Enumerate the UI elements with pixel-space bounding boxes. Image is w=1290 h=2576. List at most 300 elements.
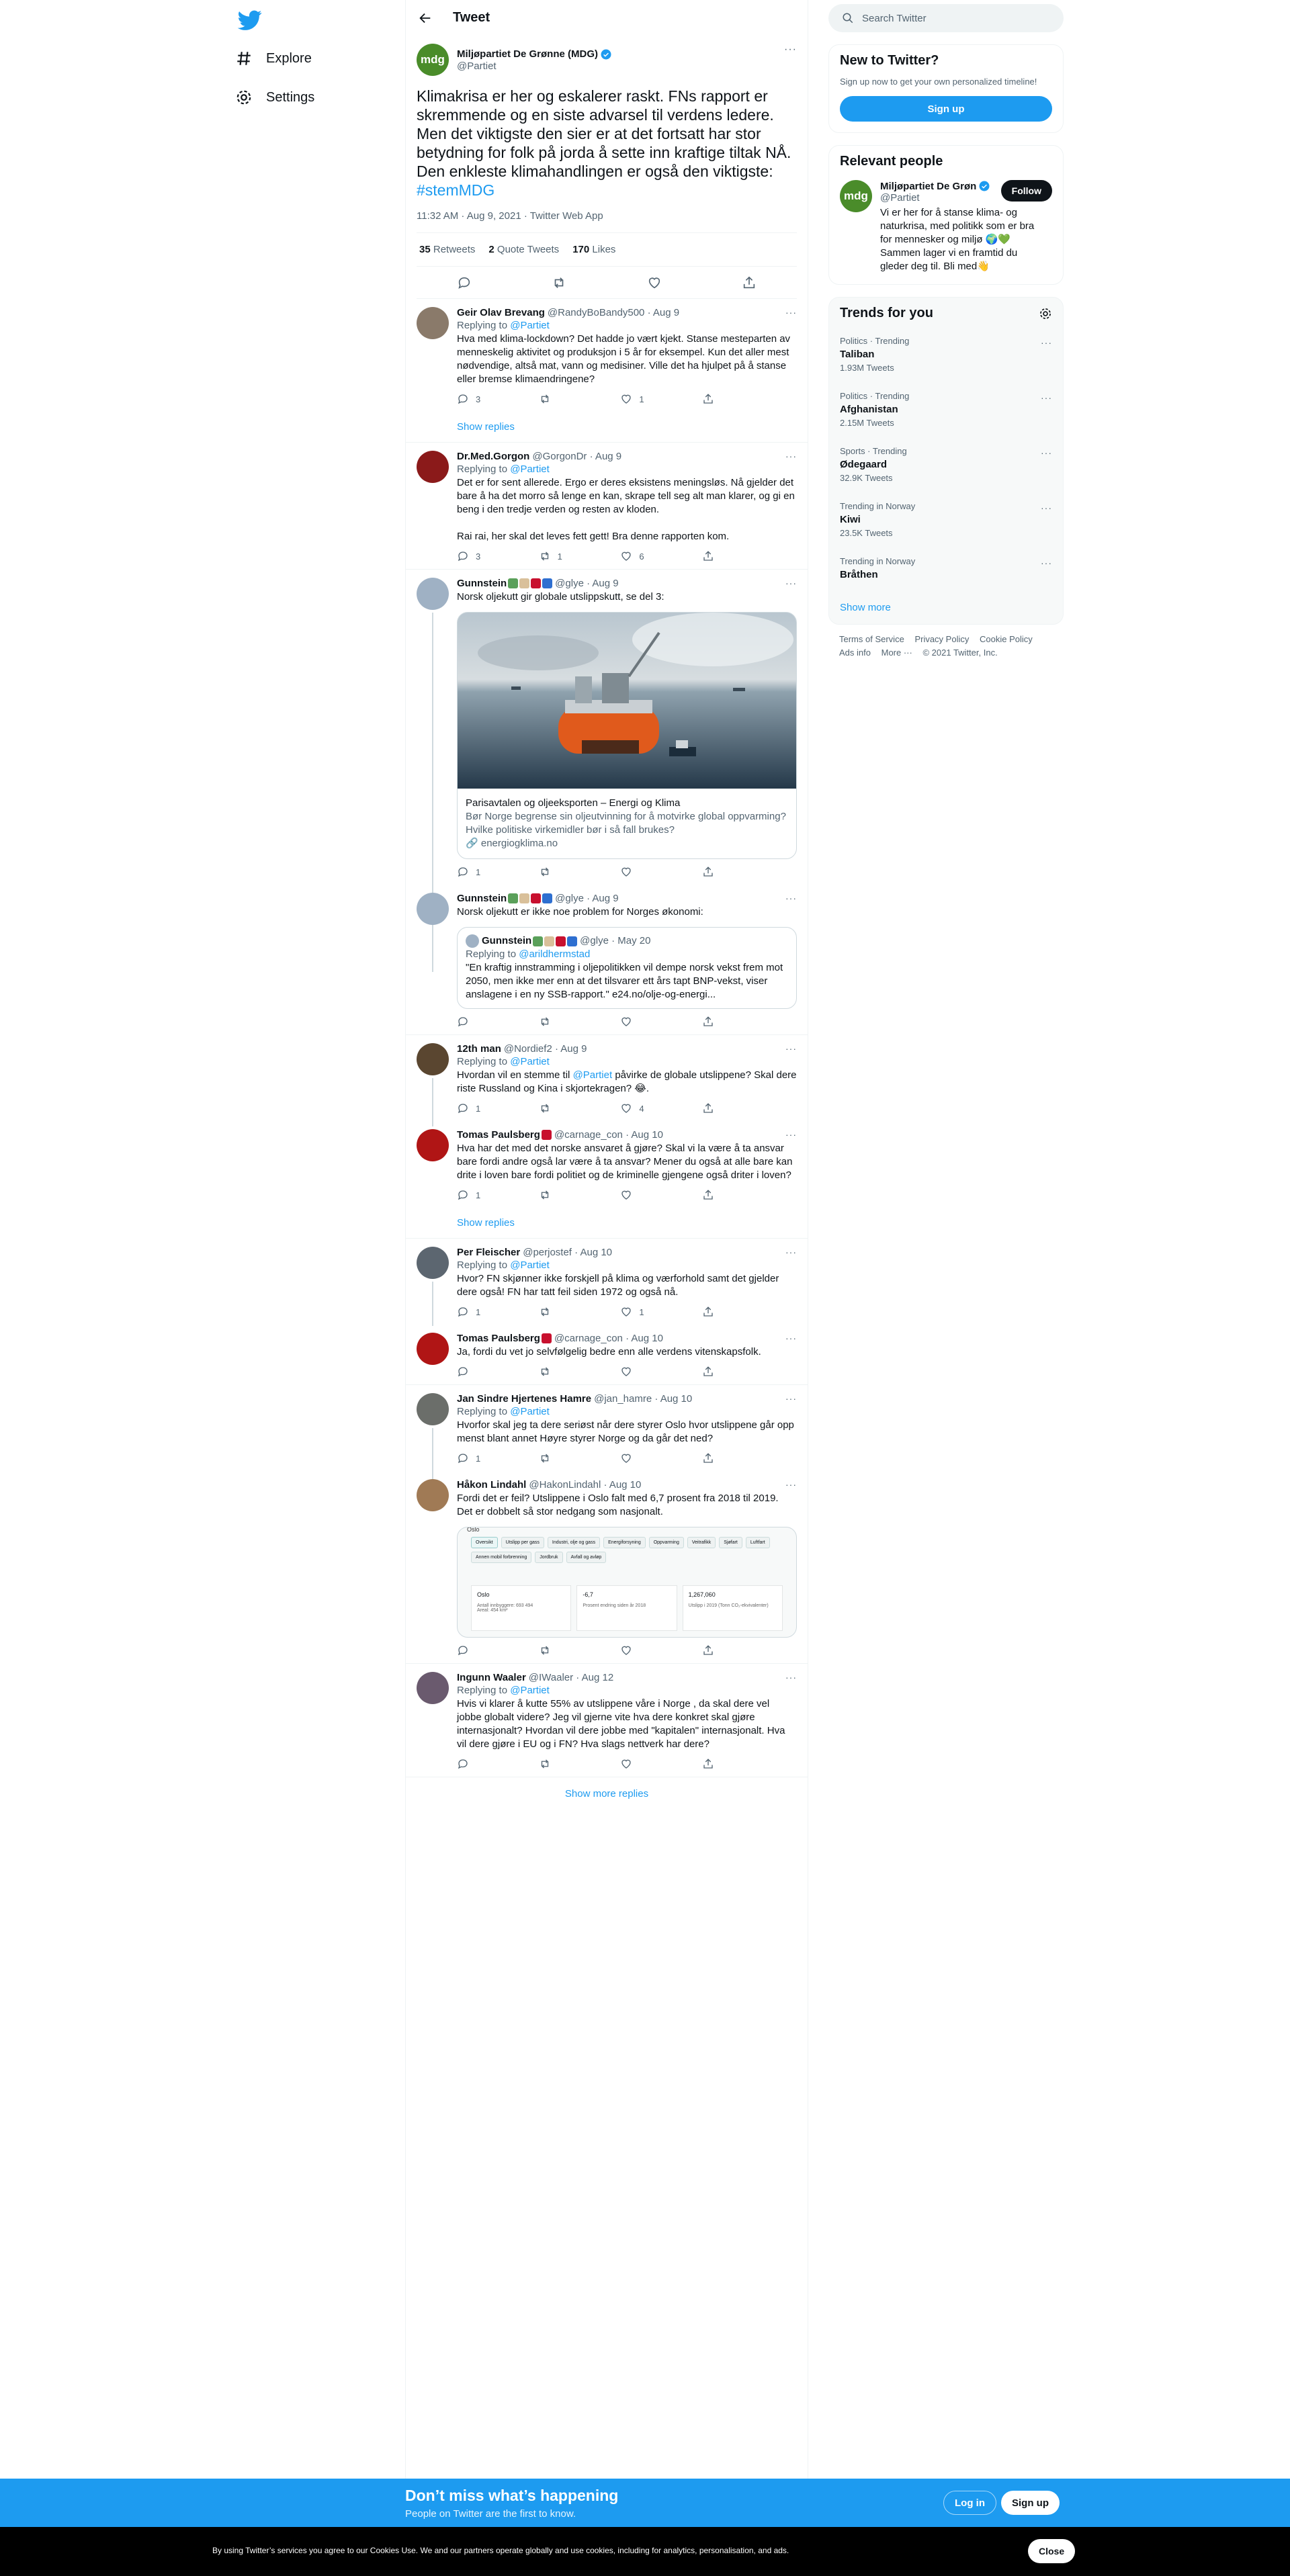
image-stat-box xyxy=(683,1585,783,1631)
retweet-icon xyxy=(539,550,551,562)
reply-icon xyxy=(457,1102,469,1114)
like-button[interactable] xyxy=(620,1366,660,1378)
reply-count: 1 xyxy=(476,1103,481,1114)
footer-link[interactable]: More ··· xyxy=(881,648,912,658)
like-icon xyxy=(620,393,632,405)
share-button[interactable] xyxy=(702,1452,742,1464)
reply-author-handle[interactable]: @glye · Aug 9 xyxy=(555,893,619,904)
link-card-title: Parisavtalen og oljeeksporten – Energi og Klima xyxy=(466,797,681,809)
nav-settings-label: Settings xyxy=(266,89,315,105)
replying-to xyxy=(457,1056,797,1067)
image-stat-label: -6,7 xyxy=(583,1591,593,1598)
reply-button[interactable] xyxy=(457,1644,497,1656)
eu-flag-icon xyxy=(542,578,552,588)
trend-context: Sports · Trending xyxy=(840,446,907,456)
mention-link[interactable]: @Partiet xyxy=(510,320,550,331)
footer-link[interactable]: Cookie Policy xyxy=(979,634,1033,644)
more-options-icon[interactable]: ··· xyxy=(785,893,797,903)
avatar[interactable] xyxy=(417,578,449,610)
retweets-label: Retweets xyxy=(433,244,476,255)
trend-name: Ødegaard xyxy=(840,459,888,470)
retweet-count: 1 xyxy=(557,551,562,562)
trends-title xyxy=(829,298,1063,329)
reply-icon[interactable] xyxy=(457,275,472,290)
like-button[interactable] xyxy=(620,1452,660,1464)
gear-icon xyxy=(235,89,253,106)
avatar[interactable] xyxy=(417,307,449,339)
reply-button[interactable] xyxy=(457,1366,497,1378)
trend-count: 1.93M Tweets xyxy=(840,363,894,373)
retweet-button[interactable] xyxy=(539,1452,579,1464)
show-more-trends-link[interactable]: Show more xyxy=(840,602,891,613)
globe-emoji-icon xyxy=(508,578,518,588)
share-icon[interactable] xyxy=(742,275,757,290)
more-options-icon[interactable]: ··· xyxy=(785,307,797,318)
globe-emoji-icon xyxy=(508,893,518,903)
relevant-people-title: Relevant people xyxy=(840,154,943,169)
more-options-icon[interactable]: ··· xyxy=(784,44,797,55)
norway-flag-icon xyxy=(556,936,566,946)
norway-flag-icon xyxy=(542,1333,552,1343)
reply-author-name[interactable]: Tomas Paulsberg xyxy=(457,1129,540,1141)
more-options-icon[interactable]: ··· xyxy=(785,578,797,588)
oil-platform-illustration xyxy=(458,613,796,789)
avatar-text: mdg xyxy=(421,53,445,66)
share-icon xyxy=(702,1366,714,1378)
cookie-banner xyxy=(0,2527,1290,2576)
retweet-button[interactable] xyxy=(539,1644,579,1656)
show-replies-link[interactable]: Show replies xyxy=(406,1208,808,1239)
reply-author-handle[interactable]: @glye · Aug 9 xyxy=(555,578,619,589)
share-button[interactable] xyxy=(702,1016,742,1028)
more-options-icon[interactable]: ··· xyxy=(785,1479,797,1490)
quote-text: "En kraftig innstramming i oljepolitikken vil dempe norsk vekst frem mot 2050, men ikke mer enn at det tilsvarer ett års tapt BNP-vekst, viser anslagene i en ny SSB-rapport." e24.no/olje-og-energi... xyxy=(466,962,783,1000)
mention-link[interactable]: @Partiet xyxy=(510,1685,550,1696)
like-button[interactable] xyxy=(620,1189,660,1201)
image-tab: Veitrafikk xyxy=(687,1537,716,1548)
more-options-icon[interactable]: ··· xyxy=(785,1333,797,1343)
share-button[interactable] xyxy=(702,1189,742,1201)
reply-icon xyxy=(457,1452,469,1464)
reply-button[interactable] xyxy=(457,866,497,878)
retweet-button[interactable] xyxy=(539,866,579,878)
share-button[interactable] xyxy=(702,393,742,405)
share-button[interactable] xyxy=(702,1102,742,1114)
image-tab: Annen mobil forbrenning xyxy=(471,1552,531,1563)
gear-icon[interactable] xyxy=(1039,307,1052,320)
show-more-replies-link[interactable]: Show more replies xyxy=(406,1777,808,1810)
image-stat-label: 1,267,060 xyxy=(688,1591,716,1598)
link-preview-card[interactable] xyxy=(457,612,797,859)
trend-item[interactable] xyxy=(829,329,1063,384)
reply-button[interactable] xyxy=(457,1016,497,1028)
share-button[interactable] xyxy=(702,1306,742,1318)
more-options-icon[interactable]: ··· xyxy=(785,1393,797,1404)
image-tab: Energiforsyning xyxy=(603,1537,646,1548)
show-replies-link[interactable]: Show replies xyxy=(406,412,808,443)
retweet-icon xyxy=(539,1016,551,1028)
reply-author-handle[interactable]: @carnage_con · Aug 10 xyxy=(554,1333,663,1344)
reply-tweet[interactable] xyxy=(406,443,808,570)
reply-icon xyxy=(457,866,469,878)
image-stat-label: Oslo xyxy=(477,1591,490,1598)
retweet-button[interactable] xyxy=(539,1758,579,1770)
trends-panel xyxy=(828,297,1064,625)
retweet-icon xyxy=(539,866,551,878)
mention-link[interactable]: @Partiet xyxy=(510,1056,550,1067)
trend-name: Kiwi xyxy=(840,514,861,525)
nav-explore[interactable] xyxy=(235,42,312,75)
retweet-icon xyxy=(539,1758,551,1770)
quotes-label: Quote Tweets xyxy=(497,244,560,255)
reply-count: 3 xyxy=(476,394,481,404)
cyclist-emoji-icon xyxy=(519,893,529,903)
replying-prefix: Replying to xyxy=(457,1056,508,1067)
replying-prefix: Replying to xyxy=(457,463,508,475)
retweet-icon xyxy=(539,1306,551,1318)
link-card-domain xyxy=(466,837,788,850)
trend-context: Trending in Norway xyxy=(840,501,916,511)
quote-author-handle: @glye · May 20 xyxy=(580,935,651,946)
avatar[interactable] xyxy=(417,1672,449,1704)
signup-button[interactable]: Sign up xyxy=(1001,2491,1060,2515)
likes-count: 170 xyxy=(572,244,590,255)
more-options-icon[interactable]: ··· xyxy=(1041,392,1052,403)
reply-button[interactable] xyxy=(457,1102,497,1114)
reply-text: Hvorfor skal jeg ta dere seriøst når dere styrer Oslo hvor utslippene går opp menst blant annet Høyre styrer Norge og da går det ned? xyxy=(457,1419,794,1444)
share-button[interactable] xyxy=(702,866,742,878)
share-button[interactable] xyxy=(702,1644,742,1656)
footer-link[interactable]: Privacy Policy xyxy=(914,634,970,644)
reply-actions xyxy=(457,393,742,405)
like-icon xyxy=(620,1189,632,1201)
retweets-stat[interactable] xyxy=(419,244,475,255)
eu-flag-icon xyxy=(542,893,552,903)
replying-to xyxy=(457,320,797,331)
new-to-twitter-title: New to Twitter? xyxy=(840,53,939,68)
image-stat-row xyxy=(471,1585,783,1631)
like-button[interactable] xyxy=(620,1306,660,1318)
image-stat-sub: Antall innbyggere: 693 494 Areal: 454 km² xyxy=(477,1603,533,1613)
image-tab-row xyxy=(471,1537,783,1563)
signup-banner-subtitle: People on Twitter are the first to know. xyxy=(405,2508,576,2520)
back-arrow-icon[interactable] xyxy=(418,11,433,26)
relevant-person-name[interactable]: Miljøpartiet De Grøn xyxy=(880,180,977,192)
replying-prefix: Replying to xyxy=(466,948,517,960)
like-icon[interactable] xyxy=(647,275,662,290)
trend-item[interactable] xyxy=(829,439,1063,494)
reply-icon xyxy=(457,1758,469,1770)
share-icon xyxy=(702,1306,714,1318)
replying-prefix: Replying to xyxy=(457,320,508,331)
verified-badge-icon xyxy=(600,48,612,60)
reply-author-handle[interactable]: @IWaaler · Aug 12 xyxy=(528,1672,614,1683)
more-options-icon[interactable]: ··· xyxy=(785,1129,797,1140)
avatar[interactable] xyxy=(417,1333,449,1365)
signup-banner-title: Don’t miss what’s happening xyxy=(405,2487,619,2504)
image-tab: Utslipp per gass xyxy=(501,1537,544,1548)
trend-count: 2.15M Tweets xyxy=(840,418,894,428)
replying-to xyxy=(457,1406,797,1417)
tweet-timestamp[interactable]: 11:32 AM · Aug 9, 2021 · Twitter Web App xyxy=(417,210,797,233)
more-options-icon[interactable]: ··· xyxy=(1041,558,1052,568)
like-button[interactable] xyxy=(620,1102,660,1114)
reply-tweet[interactable] xyxy=(406,1035,808,1121)
more-options-icon[interactable]: ··· xyxy=(1041,337,1052,348)
avatar[interactable] xyxy=(417,893,449,925)
mention-link[interactable]: @Partiet xyxy=(510,463,550,475)
reply-text: Hvor? FN skjønner ikke forskjell på klima og værforhold samt det gjelder dere også! FN har tatt feil siden 1972 og også nå. xyxy=(457,1273,779,1298)
retweets-count: 35 xyxy=(419,244,431,255)
trend-name: Bråthen xyxy=(840,569,878,580)
reply-author-handle[interactable]: @carnage_con · Aug 10 xyxy=(554,1129,663,1141)
retweet-button[interactable] xyxy=(539,1189,579,1201)
footer-link[interactable]: Terms of Service xyxy=(839,634,904,644)
link-icon: 🔗 xyxy=(466,838,478,849)
reply-author-name[interactable]: Geir Olav Brevang xyxy=(457,307,545,318)
image-stat-box xyxy=(471,1585,571,1631)
hashtag-link[interactable]: #stemMDG xyxy=(417,181,495,199)
avatar[interactable] xyxy=(840,180,872,212)
tweet-header xyxy=(406,0,808,36)
reply-icon xyxy=(457,393,469,405)
reply-tweet[interactable] xyxy=(406,1385,808,1471)
reply-icon xyxy=(457,1016,469,1028)
reply-text: Ja, fordi du vet jo selvfølgelig bedre enn alle verdens vitenskapsfolk. xyxy=(457,1346,761,1358)
share-icon xyxy=(702,1452,714,1464)
quote-author-name: Gunnstein xyxy=(482,935,532,946)
mention-link[interactable]: @Partiet xyxy=(510,1406,550,1417)
reply-tweet[interactable] xyxy=(406,1664,808,1777)
attached-image[interactable] xyxy=(457,1527,797,1638)
twitter-logo-icon[interactable] xyxy=(238,8,262,32)
more-options-icon[interactable]: ··· xyxy=(785,1247,797,1257)
avatar[interactable] xyxy=(417,1247,449,1279)
reply-count: 1 xyxy=(476,1190,481,1200)
share-button[interactable] xyxy=(702,1758,742,1770)
like-button[interactable] xyxy=(620,393,660,405)
cookie-close-button[interactable]: Close xyxy=(1028,2539,1075,2563)
reply-actions xyxy=(457,1452,742,1464)
more-options-icon[interactable]: ··· xyxy=(785,1672,797,1683)
likes-stat[interactable] xyxy=(572,244,615,255)
reply-actions xyxy=(457,866,742,878)
reply-text: Hva har det med det norske ansvaret å gjøre? Skal vi la være å ta ansvar bare fordi andre også lar være å ta ansvar? Mener du også at alle bare kan drite i loven bare fordi politiet og de kriminelle gjengene også driter i loven? xyxy=(457,1143,793,1181)
share-icon xyxy=(702,550,714,562)
image-tab: Avfall og avløp xyxy=(566,1552,607,1563)
avatar[interactable] xyxy=(417,1393,449,1425)
reply-text-part: påvirke de globale utslippene? Skal dere riste Russland og Kina i skjortekragen? 😂. xyxy=(457,1069,797,1094)
cookie-text: By using Twitter’s services you agree to our Cookies Use. We and our partners operate globally and use cookies, including for analytics, personalisation, and ads. xyxy=(212,2546,789,2555)
replying-prefix: Replying to xyxy=(457,1685,508,1696)
mention-link[interactable]: @Partiet xyxy=(572,1069,613,1081)
more-options-icon[interactable]: ··· xyxy=(1041,502,1052,513)
reply-author-name[interactable]: Tomas Paulsberg xyxy=(457,1333,540,1344)
trend-name: Afghanistan xyxy=(840,404,898,415)
reply-author-name[interactable]: Per Fleischer xyxy=(457,1247,521,1258)
sidebar-signup-button[interactable]: Sign up xyxy=(840,96,1052,122)
image-tab: Oversikt xyxy=(471,1537,498,1548)
share-icon xyxy=(702,1189,714,1201)
retweet-icon xyxy=(539,393,551,405)
share-icon xyxy=(702,1016,714,1028)
verified-badge-icon xyxy=(978,180,990,192)
nav-explore-label: Explore xyxy=(266,50,312,66)
like-icon xyxy=(620,1452,632,1464)
reply-author-handle[interactable]: @Nordief2 · Aug 9 xyxy=(503,1043,587,1055)
trend-item[interactable] xyxy=(829,384,1063,439)
retweet-icon xyxy=(539,1366,551,1378)
reply-actions xyxy=(457,1306,742,1318)
retweet-button[interactable] xyxy=(539,1102,579,1114)
reply-tweet[interactable] xyxy=(406,885,808,1035)
relevant-people-panel xyxy=(828,145,1064,285)
reply-author-name[interactable]: Gunnstein xyxy=(457,578,507,589)
link-card-description: Bør Norge begrense sin oljeutvinning for å motvirke global oppvarming? Hvilke politiske virkemidler bør i så fall brukes? xyxy=(466,811,786,836)
reply-actions xyxy=(457,1189,742,1201)
reply-icon xyxy=(457,1306,469,1318)
reply-author-name[interactable]: Jan Sindre Hjertenes Hamre xyxy=(457,1393,592,1405)
login-button[interactable]: Log in xyxy=(943,2491,996,2515)
follow-button[interactable]: Follow xyxy=(1001,180,1052,202)
mention-link: @arildhermstad xyxy=(519,948,591,960)
tweet-body: Klimakrisa er her og eskalerer raskt. FNs rapport er skremmende og en siste advarsel til verdens ledere. Men det viktigste den sier er at det fortsatt har stor betydning for folk på jorda å sette inn kraftige tiltak NÅ. Den enkleste klimahandlingen er også den viktigste: xyxy=(417,87,791,180)
reply-button[interactable] xyxy=(457,1452,497,1464)
like-button[interactable] xyxy=(620,550,660,562)
retweet-button[interactable] xyxy=(539,550,579,562)
quoted-tweet-card[interactable] xyxy=(457,927,797,1009)
reply-author-handle[interactable]: @RandyBoBandy500 · Aug 9 xyxy=(547,307,680,318)
image-tab: Oppvarming xyxy=(649,1537,684,1548)
reply-author-name[interactable]: Håkon Lindahl xyxy=(457,1479,527,1491)
reply-count: 1 xyxy=(476,867,481,877)
norway-flag-icon xyxy=(531,893,541,903)
cyclist-emoji-icon xyxy=(519,578,529,588)
trend-item[interactable] xyxy=(829,549,1063,592)
retweet-button[interactable] xyxy=(539,1366,579,1378)
norway-flag-icon xyxy=(542,1130,552,1140)
reply-button[interactable] xyxy=(457,1758,497,1770)
image-stat-sub: Utslipp i 2019 (Tonn CO₂-ekvivalenter) xyxy=(688,1603,769,1608)
reply-count: 3 xyxy=(476,551,481,562)
reply-tweet[interactable] xyxy=(406,570,808,885)
reply-button[interactable] xyxy=(457,1306,497,1318)
like-icon xyxy=(620,1644,632,1656)
nav-settings[interactable] xyxy=(235,81,314,114)
retweet-icon xyxy=(539,1452,551,1464)
relevant-person[interactable] xyxy=(829,177,1063,284)
retweet-icon[interactable] xyxy=(552,275,566,290)
share-button[interactable] xyxy=(702,550,742,562)
author-name[interactable]: Miljøpartiet De Grønne (MDG) xyxy=(457,48,598,60)
reply-author-handle[interactable]: @GorgonDr · Aug 9 xyxy=(532,451,622,462)
reply-author-handle[interactable]: @jan_hamre · Aug 10 xyxy=(594,1393,693,1405)
reply-text: Norsk oljekutt er ikke noe problem for Norges økonomi: xyxy=(457,906,703,918)
trend-context: Politics · Trending xyxy=(840,391,910,401)
reply-text: Hvis vi klarer å kutte 55% av utslippene våre i Norge , da skal dere vel jobbe globalt videre? Jeg vil gjerne vite hva dere konkret skal gjøre internasjonalt? Hvordan vil dere jobbe med "kapitalen" internasjonalt. Hva vil dere gjøre i EU og i FN? Hva slags nettverk har dere? xyxy=(457,1698,785,1750)
link-card-domain-text: energiogklima.no xyxy=(480,838,558,849)
avatar[interactable] xyxy=(417,1479,449,1511)
quotes-stat[interactable] xyxy=(488,244,559,255)
reply-tweet[interactable] xyxy=(406,1239,808,1325)
reply-author-name[interactable]: Dr.Med.Gorgon xyxy=(457,451,530,462)
eu-flag-icon xyxy=(567,936,577,946)
reply-tweet[interactable] xyxy=(406,1325,808,1385)
tweet-actions xyxy=(417,267,797,299)
trend-count: 32.9K Tweets xyxy=(840,473,893,483)
reply-button[interactable] xyxy=(457,1189,497,1201)
page-title: Tweet xyxy=(453,10,490,25)
like-count: 1 xyxy=(639,394,644,404)
trend-context: Politics · Trending xyxy=(840,336,910,346)
footer-link[interactable]: Ads info xyxy=(839,648,871,658)
mention-link[interactable]: @Partiet xyxy=(510,1259,550,1271)
avatar[interactable] xyxy=(417,1129,449,1161)
like-button[interactable] xyxy=(620,1758,660,1770)
search-input[interactable] xyxy=(828,4,1064,32)
reply-actions xyxy=(457,1102,742,1114)
like-icon xyxy=(620,1102,632,1114)
reply-tweet[interactable] xyxy=(406,1121,808,1208)
like-icon xyxy=(620,1306,632,1318)
avatar[interactable] xyxy=(417,1043,449,1075)
trend-item[interactable] xyxy=(829,494,1063,549)
globe-emoji-icon xyxy=(533,936,543,946)
trends-title-text: Trends for you xyxy=(840,306,933,320)
share-icon xyxy=(702,1644,714,1656)
like-icon xyxy=(620,1366,632,1378)
more-options-icon[interactable]: ··· xyxy=(785,451,797,461)
reply-author-name[interactable]: Gunnstein xyxy=(457,893,507,904)
image-tab: Jordbruk xyxy=(535,1552,562,1563)
avatar[interactable] xyxy=(417,44,449,76)
reply-text xyxy=(457,1069,797,1096)
quotes-count: 2 xyxy=(488,244,494,255)
retweet-button[interactable] xyxy=(539,393,579,405)
retweet-button[interactable] xyxy=(539,1016,579,1028)
more-options-icon[interactable]: ··· xyxy=(785,1043,797,1054)
hashtag-icon xyxy=(235,50,253,67)
reply-author-handle[interactable]: @perjostef · Aug 10 xyxy=(523,1247,613,1258)
like-button[interactable] xyxy=(620,1016,660,1028)
replying-to xyxy=(457,1259,797,1271)
relevant-person-handle[interactable]: @Partiet xyxy=(880,192,920,204)
new-to-twitter-panel xyxy=(828,44,1064,133)
quote-replying-to xyxy=(466,948,788,961)
more-options-icon[interactable]: ··· xyxy=(1041,447,1052,458)
link-preview-image xyxy=(458,613,796,789)
share-button[interactable] xyxy=(702,1366,742,1378)
retweet-button[interactable] xyxy=(539,1306,579,1318)
search-icon xyxy=(842,12,854,24)
like-button[interactable] xyxy=(620,866,660,878)
main-tweet-author xyxy=(417,44,797,76)
reply-author-name[interactable]: 12th man xyxy=(457,1043,501,1055)
reply-button[interactable] xyxy=(457,550,497,562)
like-button[interactable] xyxy=(620,1644,660,1656)
reply-tweet[interactable] xyxy=(406,299,808,412)
reply-author-name[interactable]: Ingunn Waaler xyxy=(457,1672,526,1683)
share-icon xyxy=(702,393,714,405)
like-icon xyxy=(620,550,632,562)
reply-author-handle[interactable]: @HakonLindahl · Aug 10 xyxy=(529,1479,642,1491)
author-handle[interactable]: @Partiet xyxy=(457,60,497,72)
avatar[interactable] xyxy=(417,451,449,483)
reply-actions xyxy=(457,1644,742,1656)
reply-tweet[interactable] xyxy=(406,1471,808,1664)
like-count: 4 xyxy=(639,1103,644,1114)
reply-button[interactable] xyxy=(457,393,497,405)
